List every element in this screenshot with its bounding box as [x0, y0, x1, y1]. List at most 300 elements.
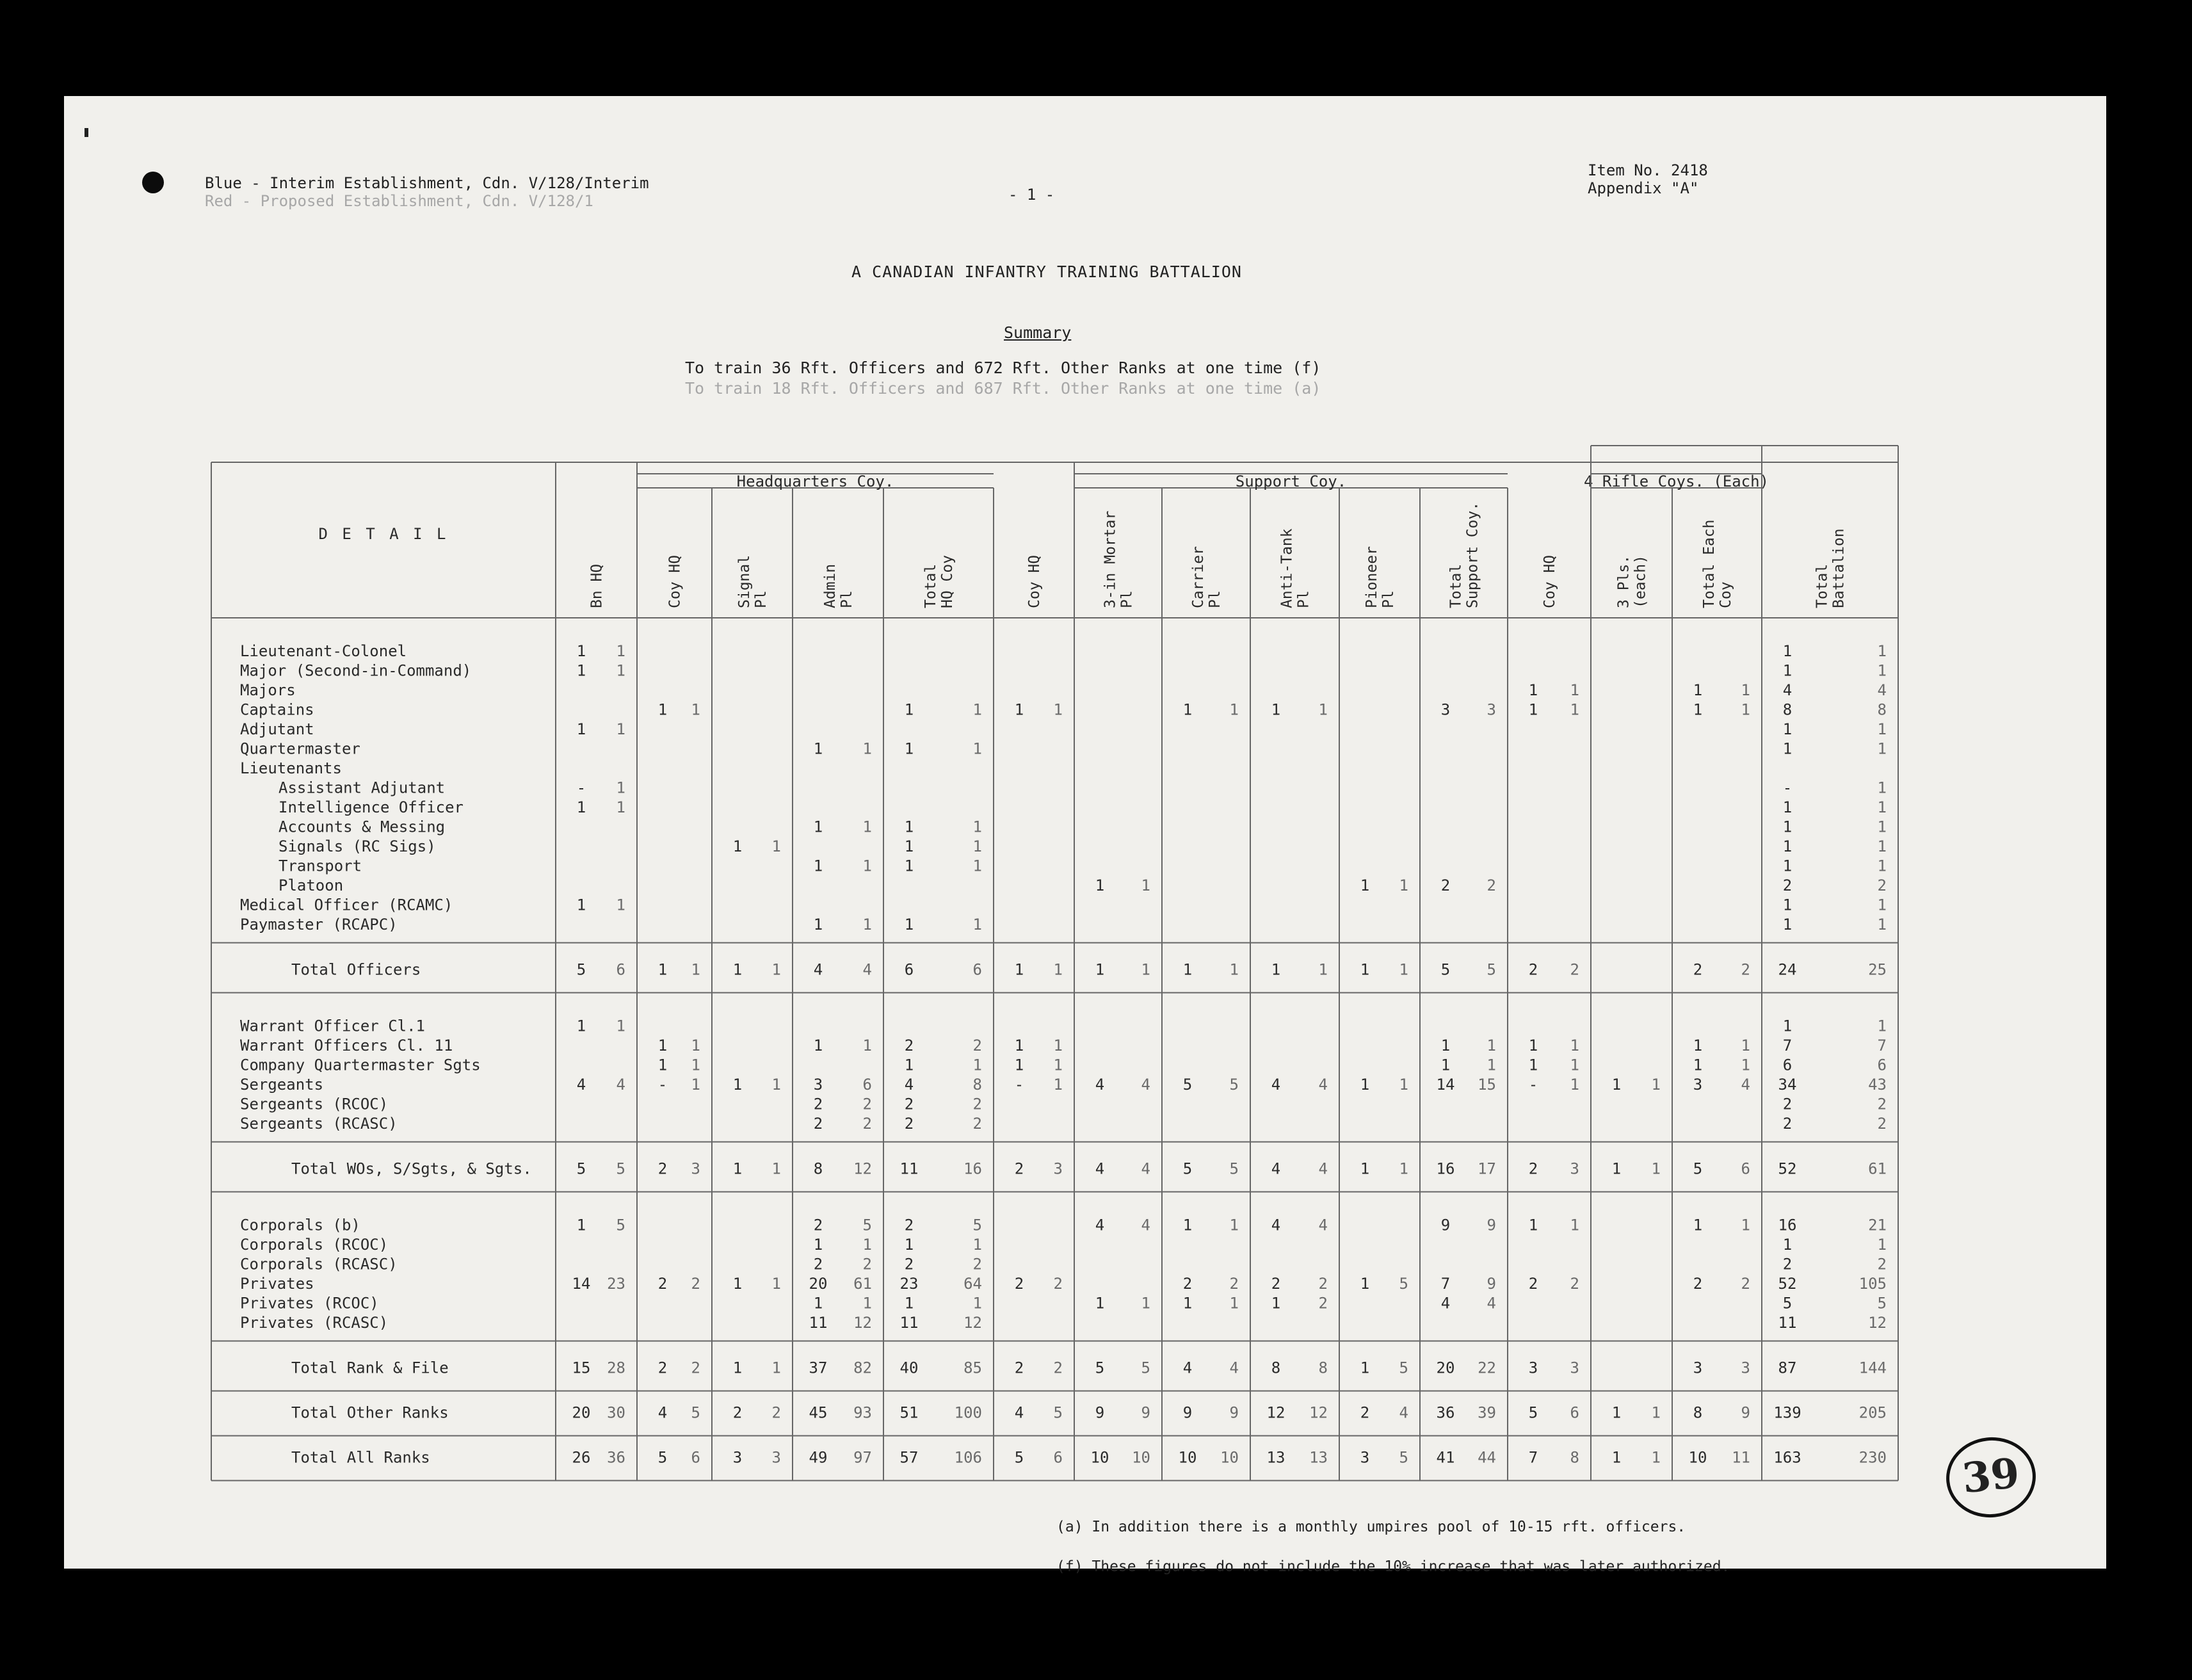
cell-proposed: 17 [1478, 1159, 1496, 1178]
cell-proposed: 5 [1399, 1359, 1408, 1377]
cell-interim: 2 [657, 1159, 668, 1178]
cell-interim: 2 [1014, 1359, 1024, 1377]
cell-proposed: 8 [1877, 700, 1887, 719]
cell-interim: 49 [809, 1448, 828, 1467]
cell-interim: 45 [809, 1403, 828, 1422]
cell-proposed: 2 [691, 1275, 700, 1293]
cell-interim: 2 [1528, 1159, 1538, 1178]
cell-interim: 2 [1014, 1275, 1024, 1293]
cell-interim: 3 [1693, 1359, 1703, 1377]
cell-interim: 10 [1688, 1448, 1707, 1467]
cell-proposed: 4 [1141, 1159, 1150, 1178]
cell-interim: 1 [813, 1236, 823, 1254]
cell-proposed: 1 [1877, 818, 1887, 836]
cell-interim: 11 [899, 1314, 919, 1332]
cell-interim: 1 [1528, 1037, 1538, 1054]
row-label: Accounts & Messing [278, 818, 446, 836]
row-label: Corporals (RCOC) [240, 1236, 389, 1254]
column-header [1190, 546, 1223, 608]
column-header [1279, 528, 1312, 608]
cell-interim: 1 [1782, 1236, 1793, 1254]
cell-proposed: 1 [1877, 896, 1887, 914]
cell-interim: 11 [1778, 1314, 1797, 1332]
cell-proposed: 1 [1053, 1037, 1063, 1054]
row-label: Lieutenant-Colonel [240, 642, 407, 660]
row-label: Company Quartermaster Sgts [240, 1056, 481, 1074]
cell-proposed: 100 [954, 1403, 982, 1422]
cell-proposed: 10 [1132, 1448, 1150, 1467]
cell-proposed: 22 [1478, 1359, 1496, 1377]
row-label: Lieutenants [240, 759, 342, 777]
cell-interim: 4 [576, 1076, 586, 1094]
cell-interim: - [1782, 779, 1793, 797]
cell-proposed: 30 [607, 1403, 625, 1422]
section-total-label: Total WOs, S/Sgts, & Sgts. [291, 1159, 532, 1178]
cell-interim: 1 [732, 1359, 743, 1377]
column-header-line: Total [923, 563, 939, 608]
column-header-line: Coy HQ [1026, 554, 1043, 608]
cell-interim: 1 [1360, 876, 1370, 894]
cell-proposed: 1 [1877, 720, 1887, 738]
cell-proposed: 12 [853, 1314, 872, 1332]
cell-interim: 1 [576, 896, 586, 914]
cell-proposed: 106 [954, 1448, 982, 1467]
row-label: Captains [240, 700, 314, 719]
cell-proposed: 1 [1877, 661, 1887, 680]
column-header-line: Pl [1380, 590, 1397, 608]
cell-interim: 4 [1271, 1216, 1281, 1234]
cell-proposed: 2 [1229, 1275, 1239, 1293]
cell-interim: 5 [1693, 1159, 1703, 1178]
cell-proposed: 1 [1651, 1076, 1661, 1094]
cell-proposed: 1 [616, 798, 625, 816]
cell-interim: 2 [1360, 1403, 1370, 1422]
cell-interim: 4 [1440, 1294, 1451, 1312]
cell-proposed: 2 [862, 1095, 872, 1113]
cell-proposed: 1 [691, 700, 700, 719]
cell-proposed: 1 [972, 857, 982, 875]
column-header-line: Pl [1207, 590, 1223, 608]
cell-proposed: 1 [771, 960, 781, 979]
cell-proposed: 1 [862, 1037, 872, 1054]
cell-proposed: 43 [1868, 1076, 1887, 1094]
cell-interim: 2 [1693, 1275, 1703, 1293]
cell-proposed: 16 [963, 1159, 982, 1178]
cell-interim: 9 [1182, 1403, 1193, 1422]
cell-interim: 1 [1440, 1056, 1451, 1074]
cell-proposed: 4 [1318, 1159, 1328, 1178]
cell-proposed: 85 [963, 1359, 982, 1377]
cell-interim: 2 [813, 1255, 823, 1273]
row-label: Warrant Officers Cl. 11 [240, 1037, 453, 1054]
cell-interim: 4 [813, 960, 823, 979]
cell-interim: 2 [1014, 1159, 1024, 1178]
cell-interim: 14 [1436, 1076, 1455, 1094]
cell-proposed: 2 [1877, 1255, 1887, 1273]
row-label: Intelligence Officer [278, 798, 463, 816]
cell-interim: 1 [1782, 818, 1793, 836]
cell-proposed: 1 [1487, 1037, 1496, 1054]
column-header-line: Total Each [1701, 519, 1718, 608]
column-header-line: Signal [736, 554, 753, 608]
cell-interim: 4 [1095, 1076, 1105, 1094]
cell-interim: 1 [732, 960, 743, 979]
column-header-line: Anti-Tank [1278, 528, 1296, 608]
cell-interim: 1 [904, 857, 914, 875]
cell-interim: 2 [1528, 960, 1538, 979]
cell-interim: 1 [1528, 1056, 1538, 1074]
cell-interim: 12 [1266, 1403, 1285, 1422]
cell-proposed: 1 [1570, 1216, 1579, 1234]
cell-proposed: 2 [1741, 960, 1750, 979]
cell-interim: 1 [813, 1037, 823, 1054]
cell-interim: 52 [1778, 1159, 1797, 1178]
cell-interim: 1 [1182, 960, 1193, 979]
cell-proposed: 1 [862, 916, 872, 933]
cell-proposed: 1 [1741, 700, 1750, 719]
row-label: Major (Second-in-Command) [240, 661, 472, 680]
column-header [1616, 555, 1649, 608]
cell-interim: 4 [1271, 1076, 1281, 1094]
row-label: Majors [240, 681, 296, 699]
cell-proposed: 36 [607, 1448, 625, 1467]
cell-interim: 1 [576, 798, 586, 816]
cell-proposed: 1 [1651, 1448, 1661, 1467]
cell-proposed: 2 [972, 1095, 982, 1113]
cell-proposed: 23 [607, 1275, 625, 1293]
cell-interim: 1 [1528, 681, 1538, 699]
cell-proposed: 1 [1053, 700, 1063, 719]
cell-proposed: 11 [1732, 1448, 1750, 1467]
cell-interim: 1 [1271, 700, 1281, 719]
cell-proposed: 2 [1877, 1095, 1887, 1113]
cell-interim: 8 [1693, 1403, 1703, 1422]
cell-interim: 1 [1271, 1294, 1281, 1312]
cell-proposed: 10 [1220, 1448, 1239, 1467]
cell-interim: 1 [732, 1159, 743, 1178]
row-label: Medical Officer (RCAMC) [240, 896, 453, 914]
cell-interim: 2 [1782, 1095, 1793, 1113]
cell-interim: 1 [1182, 1294, 1193, 1312]
cell-interim: 1 [904, 837, 914, 855]
cell-proposed: 1 [1741, 681, 1750, 699]
cell-interim: 7 [1782, 1037, 1793, 1054]
grand-total-label: Total All Ranks [291, 1448, 430, 1467]
cell-proposed: 105 [1858, 1275, 1887, 1293]
cell-interim: 1 [1693, 681, 1703, 699]
cell-proposed: 1 [1651, 1159, 1661, 1178]
cell-proposed: 12 [963, 1314, 982, 1332]
cell-interim: 6 [904, 960, 914, 979]
cell-interim: 1 [1360, 1359, 1370, 1377]
cell-proposed: 1 [1141, 1294, 1150, 1312]
section-total-label: Total Rank & File [291, 1359, 449, 1377]
row-label: Paymaster (RCAPC) [240, 916, 398, 933]
cell-proposed: 1 [862, 1294, 872, 1312]
cell-interim: 1 [1360, 1076, 1370, 1094]
cell-proposed: 1 [691, 1056, 700, 1074]
column-header [1701, 520, 1734, 608]
cell-interim: 1 [1693, 1216, 1703, 1234]
cell-interim: 1 [1360, 1159, 1370, 1178]
row-label: Privates (RCASC) [240, 1314, 389, 1332]
cell-interim: 1 [1693, 700, 1703, 719]
column-header-line: Bn HQ [588, 563, 606, 608]
blue-establishment-line: Blue - Interim Establishment, Cdn. V/128/Interim [205, 174, 649, 192]
cell-proposed: 2 [771, 1403, 781, 1422]
cell-proposed: 4 [1741, 1076, 1750, 1094]
row-label: Sergeants (RCASC) [240, 1115, 398, 1133]
cell-interim: 10 [1090, 1448, 1109, 1467]
cell-interim: 4 [904, 1076, 914, 1094]
cell-proposed: 1 [1053, 960, 1063, 979]
subtitle-blue: To train 36 Rft. Officers and 672 Rft. Other Ranks at one time (f) [685, 359, 1321, 377]
cell-proposed: 1 [972, 739, 982, 758]
cell-interim: 20 [809, 1275, 828, 1293]
cell-interim: 1 [1611, 1403, 1622, 1422]
cell-proposed: 6 [1053, 1448, 1063, 1467]
cell-proposed: 1 [771, 1275, 781, 1293]
cell-interim: 2 [1782, 1255, 1793, 1273]
cell-proposed: 1 [1229, 1216, 1239, 1234]
cell-interim: 2 [657, 1275, 668, 1293]
cell-proposed: 4 [1487, 1294, 1496, 1312]
grand-total-label: Total Other Ranks [291, 1403, 449, 1422]
column-header-line: Carrier [1190, 546, 1207, 608]
column-header-line: Pl [1295, 590, 1312, 608]
row-label: Corporals (b) [240, 1216, 360, 1234]
cell-proposed: 2 [1570, 1275, 1579, 1293]
cell-interim: - [657, 1076, 668, 1094]
cell-proposed: 3 [1570, 1159, 1579, 1178]
cell-proposed: 12 [1868, 1314, 1887, 1332]
cell-proposed: 1 [1487, 1056, 1496, 1074]
cell-interim: 4 [1095, 1216, 1105, 1234]
column-header [1026, 555, 1043, 608]
cell-interim: 1 [657, 960, 668, 979]
cell-interim: 1 [576, 1216, 586, 1234]
cell-proposed: 4 [616, 1076, 625, 1094]
cell-interim: 1 [1782, 1017, 1793, 1035]
cell-interim: 34 [1778, 1076, 1797, 1094]
cell-interim: 3 [813, 1076, 823, 1094]
cell-proposed: 2 [691, 1359, 700, 1377]
cell-interim: 1 [732, 837, 743, 855]
cell-proposed: 4 [1318, 1076, 1328, 1094]
cell-proposed: 61 [853, 1275, 872, 1293]
cell-interim: 5 [1440, 960, 1451, 979]
cell-proposed: 4 [1399, 1403, 1408, 1422]
cell-interim: - [576, 779, 586, 797]
column-header-line: HQ Coy [939, 554, 956, 608]
cell-proposed: 82 [853, 1359, 872, 1377]
cell-proposed: 1 [771, 1359, 781, 1377]
cell-proposed: 1 [616, 779, 625, 797]
cell-proposed: 2 [1053, 1359, 1063, 1377]
cell-interim: 2 [904, 1037, 914, 1054]
column-header-line: Total [1447, 563, 1465, 608]
column-header-line: (each) [1632, 554, 1649, 608]
cell-proposed: 5 [862, 1216, 872, 1234]
cell-interim: 1 [1782, 661, 1793, 680]
cell-proposed: 6 [862, 1076, 872, 1094]
column-header [667, 555, 684, 608]
cell-interim: 1 [657, 700, 668, 719]
column-header-line: 3 Pls. [1615, 554, 1632, 608]
row-label: Privates [240, 1275, 314, 1293]
cell-interim: 13 [1266, 1448, 1285, 1467]
cell-interim: 1 [813, 1294, 823, 1312]
group-header: Headquarters Coy. [736, 472, 894, 490]
cell-interim: 2 [1528, 1275, 1538, 1293]
cell-interim: 2 [1440, 876, 1451, 894]
cell-interim: 2 [904, 1115, 914, 1133]
red-establishment-line: Red - Proposed Establishment, Cdn. V/128/1 [205, 192, 593, 210]
group-header: 4 Rifle Coys. (Each) [1584, 472, 1769, 490]
cell-interim: 1 [1271, 960, 1281, 979]
cell-proposed: 9 [1487, 1275, 1496, 1293]
cell-interim: 2 [813, 1115, 823, 1133]
row-label: Sergeants [240, 1076, 324, 1094]
cell-proposed: 39 [1478, 1403, 1496, 1422]
cell-interim: 5 [1528, 1403, 1538, 1422]
item-number: Item No. 2418 [1588, 161, 1708, 179]
cell-proposed: 12 [1309, 1403, 1328, 1422]
cell-proposed: 1 [1399, 960, 1408, 979]
cell-proposed: 4 [862, 960, 872, 979]
cell-proposed: 6 [1877, 1056, 1887, 1074]
cell-proposed: 2 [1877, 876, 1887, 894]
cell-interim: 20 [572, 1403, 591, 1422]
cell-interim: 7 [1440, 1275, 1451, 1293]
cell-proposed: 1 [1229, 1294, 1239, 1312]
cell-interim: 1 [1528, 700, 1538, 719]
column-header-line: Support Coy. [1464, 501, 1481, 608]
cell-proposed: 3 [1570, 1359, 1579, 1377]
cell-interim: 1 [1014, 1056, 1024, 1074]
cell-interim: 2 [1782, 1115, 1793, 1133]
cell-interim: 57 [899, 1448, 919, 1467]
cell-interim: 8 [813, 1159, 823, 1178]
cell-proposed: 6 [972, 960, 982, 979]
cell-interim: 1 [813, 739, 823, 758]
column-header-line: Pl [839, 590, 855, 608]
cell-interim: 1 [576, 661, 586, 680]
cell-proposed: 1 [1229, 960, 1239, 979]
cell-interim: 5 [1182, 1159, 1193, 1178]
cell-interim: 5 [1095, 1359, 1105, 1377]
cell-proposed: 1 [1141, 876, 1150, 894]
cell-interim: 1 [576, 642, 586, 660]
cell-interim: 1 [1014, 1037, 1024, 1054]
cell-proposed: 6 [1570, 1403, 1579, 1422]
cell-proposed: 2 [1877, 1115, 1887, 1133]
cell-interim: 1 [1182, 1216, 1193, 1234]
group-header: Support Coy. [1235, 472, 1347, 490]
cell-proposed: 44 [1478, 1448, 1496, 1467]
cell-interim: 1 [813, 818, 823, 836]
cell-proposed: 1 [1399, 1076, 1408, 1094]
cell-proposed: 1 [1399, 1159, 1408, 1178]
page-stamp: 39 [1942, 1433, 2040, 1522]
row-label: Warrant Officer Cl.1 [240, 1017, 425, 1035]
cell-interim: 40 [899, 1359, 919, 1377]
cell-proposed: 1 [1877, 798, 1887, 816]
column-header [736, 555, 770, 608]
cell-interim: 1 [904, 1056, 914, 1074]
cell-proposed: 5 [616, 1216, 625, 1234]
cell-proposed: 2 [862, 1115, 872, 1133]
cell-interim: 1 [904, 739, 914, 758]
cell-interim: 51 [899, 1403, 919, 1422]
cell-interim: 3 [1693, 1076, 1703, 1094]
cell-interim: 2 [1271, 1275, 1281, 1293]
cell-interim: 1 [1782, 837, 1793, 855]
cell-interim: 1 [1782, 642, 1793, 660]
cell-interim: 2 [1782, 876, 1793, 894]
cell-interim: 1 [1095, 1294, 1105, 1312]
cell-proposed: 1 [1741, 1216, 1750, 1234]
cell-proposed: 1 [972, 1294, 982, 1312]
cell-interim: 16 [1778, 1216, 1797, 1234]
cell-interim: 1 [1014, 700, 1024, 719]
cell-proposed: 1 [1570, 1037, 1579, 1054]
cell-proposed: 5 [1399, 1448, 1408, 1467]
page-number: - 1 - [1008, 186, 1055, 204]
cell-interim: 2 [657, 1359, 668, 1377]
cell-proposed: 1 [1570, 681, 1579, 699]
cell-interim: 1 [1782, 739, 1793, 758]
cell-interim: 37 [809, 1359, 828, 1377]
row-label: Assistant Adjutant [278, 779, 446, 797]
cell-interim: 1 [904, 818, 914, 836]
cell-interim: 4 [1182, 1359, 1193, 1377]
cell-interim: 2 [813, 1216, 823, 1234]
cell-proposed: 9 [1141, 1403, 1150, 1422]
column-header [1542, 555, 1558, 608]
cell-interim: 1 [904, 700, 914, 719]
row-label: Transport [278, 857, 362, 875]
cell-proposed: 1 [616, 720, 625, 738]
cell-interim: 1 [1782, 857, 1793, 875]
row-label: Platoon [278, 876, 344, 894]
cell-interim: 5 [657, 1448, 668, 1467]
cell-proposed: 25 [1868, 960, 1887, 979]
cell-proposed: 9 [1487, 1216, 1496, 1234]
cell-interim: 4 [657, 1403, 668, 1422]
cell-proposed: 5 [1141, 1359, 1150, 1377]
cell-proposed: 5 [1053, 1403, 1063, 1422]
cell-proposed: 4 [1877, 681, 1887, 699]
cell-proposed: 5 [1229, 1076, 1239, 1094]
column-header-line: Pl [1118, 590, 1136, 608]
cell-proposed: 6 [616, 960, 625, 979]
cell-proposed: 1 [1877, 1236, 1887, 1254]
cell-proposed: 144 [1858, 1359, 1887, 1377]
cell-interim: 4 [1271, 1159, 1281, 1178]
cell-proposed: 1 [691, 960, 700, 979]
cell-proposed: 6 [691, 1448, 700, 1467]
column-header-line: Pl [753, 590, 770, 608]
column-header [589, 564, 606, 608]
cell-proposed: 2 [972, 1037, 982, 1054]
cell-proposed: 1 [616, 1017, 625, 1035]
cell-proposed: 5 [691, 1403, 700, 1422]
cell-proposed: 12 [853, 1159, 872, 1178]
cell-interim: 6 [1782, 1056, 1793, 1074]
column-header-line: Coy [1718, 581, 1734, 608]
column-header-line: Admin [822, 563, 839, 608]
